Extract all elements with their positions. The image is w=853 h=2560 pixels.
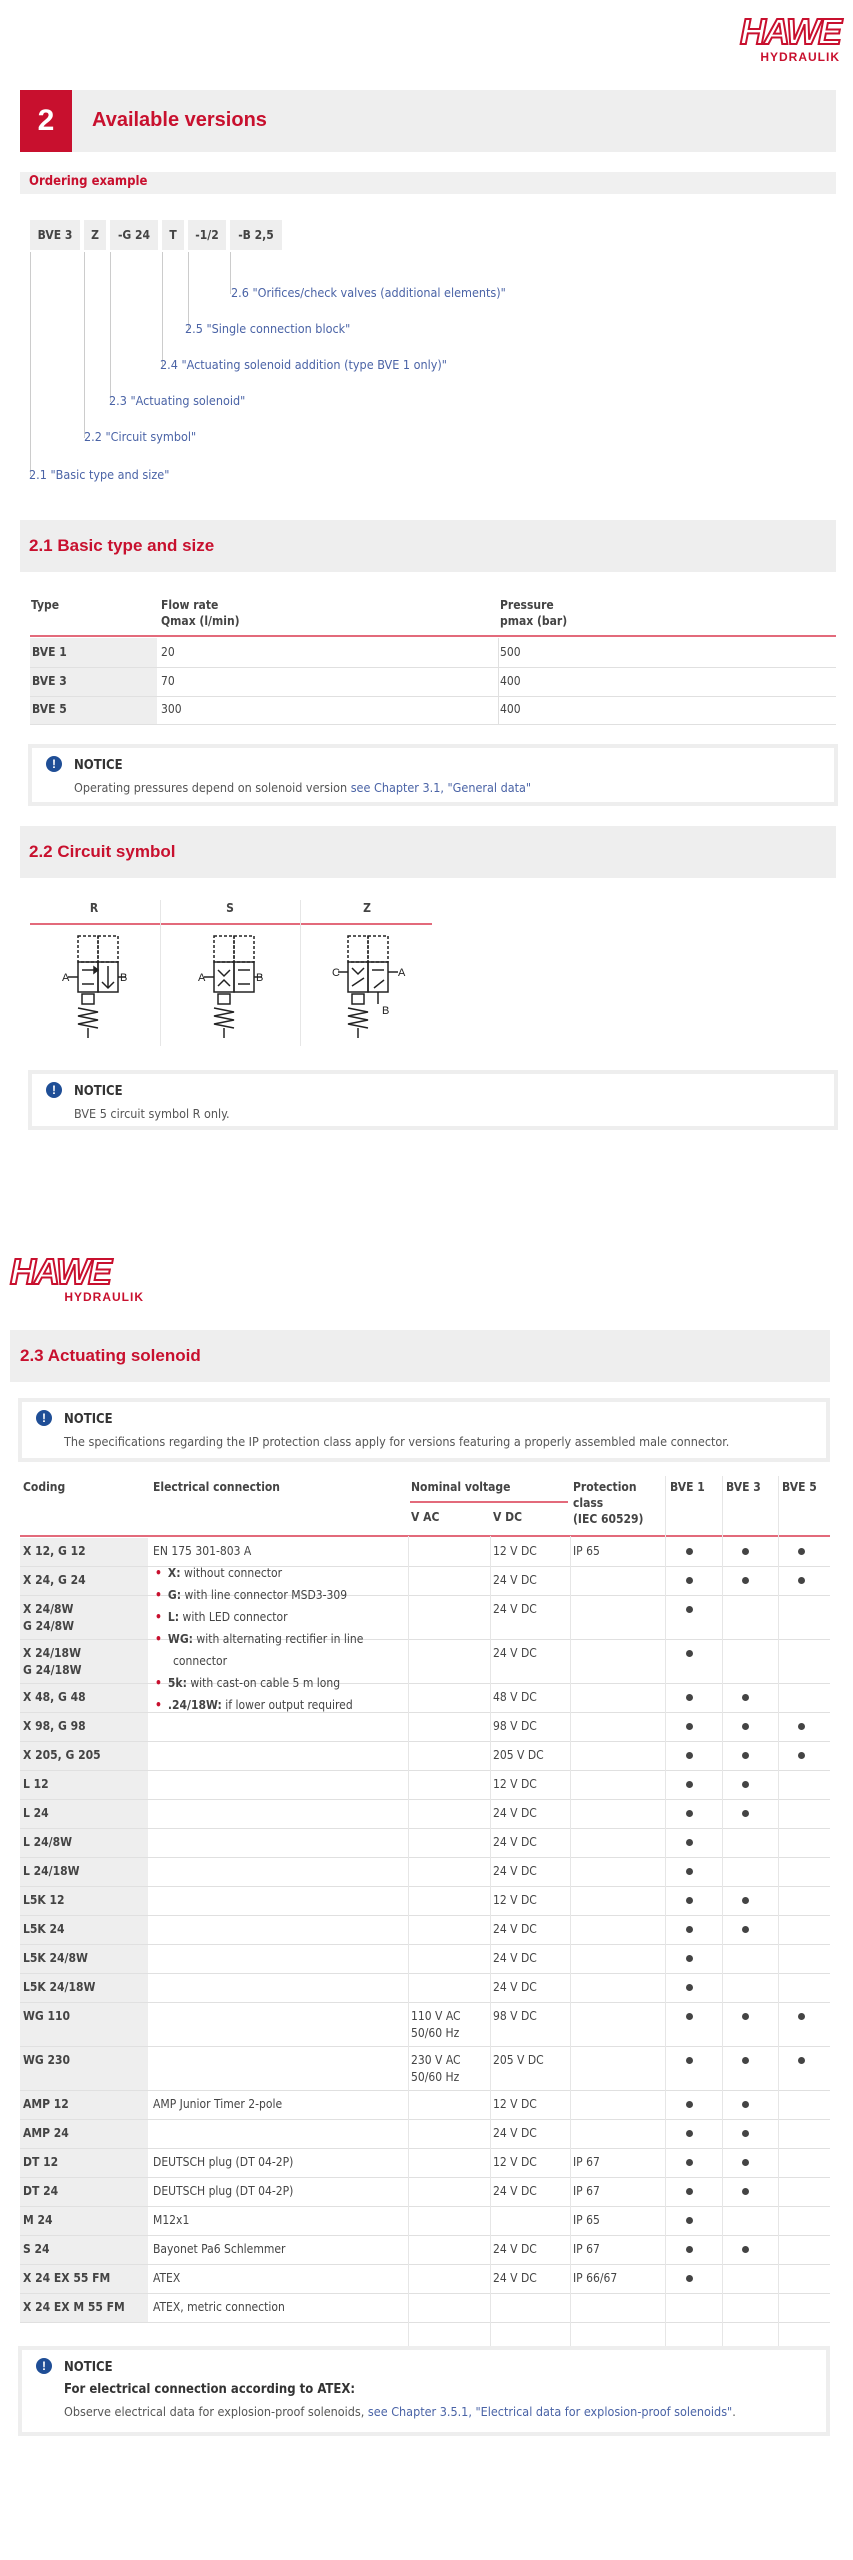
availability-dot-b1	[686, 2101, 693, 2108]
notice-box	[28, 744, 838, 806]
table-cell-coding: L 12	[23, 1777, 49, 1791]
symbol-header-rule	[30, 923, 432, 925]
table-cell-coding: L5K 24/18W	[23, 1980, 96, 1994]
availability-dot-b3	[742, 1810, 749, 1817]
table-cell-electrical: DEUTSCH plug (DT 04-2P)	[153, 2155, 294, 2169]
table-cell-coding: L5K 12	[23, 1893, 65, 1907]
table-cell-coding: L5K 24/8W	[23, 1951, 88, 1965]
ordering-heading: Ordering example	[29, 174, 148, 189]
col-header-pressure-unit: pmax (bar)	[500, 614, 568, 628]
table-cell-vdc: 24 V DC	[493, 1980, 537, 1994]
symbol-header-s: S	[226, 901, 234, 915]
order-item-2-6: 2.6 "Orifices/check valves (additional elements)"	[231, 285, 506, 300]
notice-title: NOTICE	[64, 1412, 113, 1427]
col-header-flow: Flow rate	[161, 598, 219, 612]
col-header-vdc: V DC	[493, 1510, 522, 1524]
circuit-symbol-z	[330, 932, 410, 1044]
availability-dot-b3	[742, 1752, 749, 1759]
table-cell-vdc: 24 V DC	[493, 1864, 537, 1878]
availability-dot-b1	[686, 1577, 693, 1584]
svg-text:A: A	[398, 967, 406, 979]
table-cell-pressure: 400	[500, 702, 521, 716]
table-cell-coding: AMP 24	[23, 2126, 69, 2140]
availability-dot-b1	[686, 1868, 693, 1875]
connector-line	[30, 252, 31, 476]
table-cell-vac: 50/60 Hz	[411, 2070, 460, 2084]
col-header-vac: V AC	[411, 1510, 440, 1524]
availability-dot-b1	[686, 1723, 693, 1730]
table-cell-coding: X 48, G 48	[23, 1690, 86, 1704]
availability-dot-b3	[742, 2130, 749, 2137]
circuit-symbol-s	[196, 932, 266, 1044]
notice-body: Observe electrical data for explosion-proof solenoids,	[64, 2404, 365, 2419]
table-cell-coding: S 24	[23, 2242, 50, 2256]
col-header-bve1: BVE 1	[670, 1480, 705, 1494]
availability-dot-b1	[686, 1839, 693, 1846]
table-cell-coding: L 24/18W	[23, 1864, 80, 1878]
table-cell-vdc: 12 V DC	[493, 2097, 537, 2111]
order-item-2-2: 2.2 "Circuit symbol"	[84, 429, 197, 444]
svg-text:B: B	[382, 1005, 390, 1017]
table-cell-type: BVE 3	[32, 674, 67, 688]
connection-option-text: without connector	[180, 1566, 283, 1580]
table-cell-vdc: 12 V DC	[493, 1544, 537, 1558]
table-cell-vac: 230 V AC	[411, 2053, 461, 2067]
circuit-symbol-r	[60, 932, 130, 1044]
availability-dot-b3	[742, 1723, 749, 1730]
order-item-2-3: 2.3 "Actuating solenoid"	[109, 393, 246, 408]
table-cell-coding: L 24	[23, 1806, 49, 1820]
svg-text:B: B	[256, 972, 264, 984]
table-cell-vdc: 12 V DC	[493, 2155, 537, 2169]
table-cell-protection: IP 65	[573, 2213, 600, 2227]
availability-dot-b5	[798, 1577, 805, 1584]
logo-subtitle: HYDRAULIK	[64, 1290, 144, 1304]
table-cell-vdc: 24 V DC	[493, 1573, 537, 1587]
connection-option-text: with alternating rectifier in line	[193, 1632, 364, 1646]
availability-dot-b1	[686, 1926, 693, 1933]
notice-icon: !	[46, 756, 62, 772]
table-cell-type: BVE 1	[32, 645, 67, 659]
column-divider	[408, 1536, 409, 2348]
availability-dot-b1	[686, 1781, 693, 1788]
notice-text	[74, 780, 531, 795]
availability-dot-b1	[686, 1955, 693, 1962]
availability-dot-b1	[686, 2130, 693, 2137]
notice-bold-text: For electrical connection according to ATEX:	[64, 2382, 356, 2397]
hawe-logo	[10, 1251, 144, 1304]
column-divider	[778, 1476, 779, 2348]
connection-option-key: WG:	[167, 1632, 193, 1646]
col-header-protection: Protection	[573, 1480, 637, 1494]
connection-option	[155, 1566, 282, 1580]
code-box: BVE 3	[30, 220, 80, 250]
chapter-number: 2	[20, 90, 72, 152]
availability-dot-b3	[742, 1548, 749, 1555]
table-cell-electrical: DEUTSCH plug (DT 04-2P)	[153, 2184, 294, 2198]
logo-wordmark: HAWE	[740, 11, 840, 52]
availability-dot-b3	[742, 1926, 749, 1933]
code-box: -B 2,5	[230, 220, 282, 250]
availability-dot-b3	[742, 2057, 749, 2064]
symbol-divider	[160, 900, 161, 1046]
table-cell-coding: G 24/8W	[23, 1619, 75, 1633]
table-cell-type: BVE 5	[32, 702, 67, 716]
availability-dot-b1	[686, 2057, 693, 2064]
availability-dot-b3	[742, 2246, 749, 2253]
table-cell-coding: X 24/8W	[23, 1602, 74, 1616]
table-cell-vdc: 12 V DC	[493, 1893, 537, 1907]
table-cell-electrical: ATEX, metric connection	[153, 2300, 285, 2314]
connection-option-text: connector	[173, 1654, 228, 1668]
notice-box	[18, 1398, 830, 1462]
table-header-rule	[30, 635, 836, 637]
availability-dot-b3	[742, 2159, 749, 2166]
availability-dot-b5	[798, 2013, 805, 2020]
col-header-bve5: BVE 5	[782, 1480, 817, 1494]
svg-text:A: A	[198, 972, 206, 984]
row-separator	[30, 667, 836, 668]
table-cell-coding: G 24/18W	[23, 1663, 82, 1677]
row-separator	[30, 696, 836, 697]
order-item-2-4: 2.4 "Actuating solenoid addition (type BVE 1 only)"	[160, 357, 447, 372]
symbol-header-z: Z	[363, 901, 371, 915]
connection-option	[155, 1610, 288, 1624]
connection-option	[155, 1698, 353, 1712]
notice-box	[18, 2346, 830, 2436]
notice-title: NOTICE	[64, 2360, 113, 2375]
row-separator	[20, 2322, 830, 2323]
availability-dot-b5	[798, 1752, 805, 1759]
notice-body: Operating pressures depend on solenoid version	[74, 780, 348, 795]
notice-text: BVE 5 circuit symbol R only.	[74, 1106, 230, 1121]
availability-dot-b1	[686, 2275, 693, 2282]
availability-dot-b3	[742, 2101, 749, 2108]
bullet-icon: •	[155, 1566, 162, 1580]
table-cell-coding: WG 110	[23, 2009, 71, 2023]
code-box: T	[162, 220, 184, 250]
table-cell-vdc: 24 V DC	[493, 1646, 537, 1660]
connection-option-key: G:	[167, 1588, 182, 1602]
notice-icon: !	[46, 1082, 62, 1098]
bullet-icon: •	[155, 1610, 162, 1624]
availability-dot-b1	[686, 2159, 693, 2166]
table-cell-coding: DT 24	[23, 2184, 59, 2198]
bullet-icon: •	[155, 1676, 162, 1690]
bullet-icon: •	[155, 1698, 162, 1712]
table-cell-vdc: 24 V DC	[493, 2184, 537, 2198]
col-header-nominal: Nominal voltage	[411, 1480, 511, 1494]
notice-box	[28, 1070, 838, 1130]
table-cell-vdc: 24 V DC	[493, 2126, 537, 2140]
availability-dot-b5	[798, 2057, 805, 2064]
availability-dot-b5	[798, 1723, 805, 1730]
section-title-solenoid: 2.3 Actuating solenoid	[20, 1346, 201, 1365]
table-cell-vdc: 24 V DC	[493, 2242, 537, 2256]
notice-text: The specifications regarding the IP protection class apply for versions featuring a properly assembled male connector.	[64, 1434, 730, 1449]
table-cell-protection: IP 65	[573, 1544, 600, 1558]
order-item-2-5: 2.5 "Single connection block"	[185, 321, 351, 336]
table-cell-flow: 20	[161, 645, 175, 659]
table-cell-vac: 50/60 Hz	[411, 2026, 460, 2040]
table-cell-protection: IP 67	[573, 2155, 600, 2169]
table-cell-vdc: 48 V DC	[493, 1690, 537, 1704]
order-item-2-1: 2.1 "Basic type and size"	[29, 467, 170, 482]
notice-end: .	[732, 2404, 736, 2419]
availability-dot-b1	[686, 1548, 693, 1555]
table-cell-coding: X 12, G 12	[23, 1544, 86, 1558]
availability-dot-b3	[742, 2013, 749, 2020]
table-cell-coding: L 24/8W	[23, 1835, 73, 1849]
availability-dot-b1	[686, 2188, 693, 2195]
connector-line	[110, 252, 111, 402]
availability-dot-b1	[686, 1810, 693, 1817]
connection-option-key: .24/18W:	[167, 1698, 222, 1712]
availability-dot-b1	[686, 1650, 693, 1657]
table-cell-vac: 110 V AC	[411, 2009, 461, 2023]
table-cell-flow: 300	[161, 702, 182, 716]
table-cell-protection: IP 67	[573, 2242, 600, 2256]
col-header-pressure: Pressure	[500, 598, 554, 612]
connection-standard: EN 175 301-803 A	[153, 1544, 252, 1558]
connector-line	[162, 252, 163, 366]
connector-line	[188, 252, 189, 330]
table-cell-coding: X 205, G 205	[23, 1748, 101, 1762]
availability-dot-b1	[686, 2013, 693, 2020]
symbol-header-r: R	[89, 901, 99, 915]
table-cell-protection: IP 67	[573, 2184, 600, 2198]
connection-option-text: with LED connector	[179, 1610, 288, 1624]
notice-title: NOTICE	[74, 758, 123, 773]
chapter-title: Available versions	[92, 109, 267, 131]
connection-option	[173, 1654, 227, 1668]
availability-dot-b3	[742, 1577, 749, 1584]
table-cell-vdc: 24 V DC	[493, 1602, 537, 1616]
connection-option-key: X:	[167, 1566, 181, 1580]
hawe-logo	[706, 11, 840, 64]
availability-dot-b1	[686, 1694, 693, 1701]
connection-option-key: L:	[167, 1610, 180, 1624]
table-cell-vdc: 12 V DC	[493, 1777, 537, 1791]
svg-text:C: C	[332, 967, 340, 979]
table-cell-vdc: 205 V DC	[493, 1748, 544, 1762]
nominal-underline	[410, 1501, 568, 1503]
table-cell-vdc: 24 V DC	[493, 2271, 537, 2285]
notice-link[interactable]: see Chapter 3.5.1, "Electrical data for explosion-proof solenoids"	[367, 2404, 733, 2419]
table-cell-coding: WG 230	[23, 2053, 71, 2067]
section-title-basic: 2.1 Basic type and size	[29, 536, 215, 555]
connection-option	[155, 1676, 340, 1690]
table-cell-vdc: 24 V DC	[493, 1806, 537, 1820]
notice-text	[64, 2404, 736, 2419]
col-header-protection-3: (IEC 60529)	[573, 1512, 644, 1526]
availability-dot-b1	[686, 1984, 693, 1991]
table-cell-vdc: 24 V DC	[493, 1922, 537, 1936]
column-divider	[498, 638, 499, 724]
table-cell-coding: X 24 EX 55 FM	[23, 2271, 111, 2285]
table-header-rule	[20, 1535, 830, 1537]
table-cell-pressure: 400	[500, 674, 521, 688]
table-cell-coding: X 98, G 98	[23, 1719, 86, 1733]
availability-dot-b5	[798, 1548, 805, 1555]
table-cell-electrical: Bayonet Pa6 Schlemmer	[153, 2242, 286, 2256]
col-header-bve3: BVE 3	[726, 1480, 761, 1494]
connection-option	[155, 1588, 347, 1602]
table-cell-vdc: 24 V DC	[493, 1835, 537, 1849]
col-header-flow-unit: Qmax (l/min)	[161, 614, 240, 628]
connection-option-key: 5k:	[167, 1676, 187, 1690]
table-cell-vdc: 98 V DC	[493, 1719, 537, 1733]
availability-dot-b1	[686, 1897, 693, 1904]
table-cell-coding: X 24/18W	[23, 1646, 81, 1660]
connection-option-text: with cast-on cable 5 m long	[186, 1676, 341, 1690]
col-header-coding: Coding	[23, 1480, 66, 1494]
code-box: -1/2	[188, 220, 226, 250]
notice-link[interactable]: see Chapter 3.1, "General data"	[350, 780, 532, 795]
table-cell-electrical: M12x1	[153, 2213, 190, 2227]
col-header-electrical: Electrical connection	[153, 1480, 280, 1494]
availability-dot-b3	[742, 1897, 749, 1904]
table-cell-protection: IP 66/67	[573, 2271, 618, 2285]
availability-dot-b3	[742, 2188, 749, 2195]
availability-dot-b1	[686, 2246, 693, 2253]
connection-option-text: with line connector MSD3-309	[181, 1588, 348, 1602]
table-cell-coding: X 24 EX M 55 FM	[23, 2300, 125, 2314]
table-cell-coding: AMP 12	[23, 2097, 69, 2111]
connection-option	[155, 1632, 363, 1646]
section-title-circuit: 2.2 Circuit symbol	[29, 842, 176, 861]
column-divider	[570, 1536, 571, 2348]
col-header-type: Type	[31, 598, 60, 612]
notice-title: NOTICE	[74, 1084, 123, 1099]
availability-dot-b3	[742, 1781, 749, 1788]
connection-option-text: if lower output required	[221, 1698, 353, 1712]
table-cell-electrical: ATEX	[153, 2271, 181, 2285]
code-box: Z	[84, 220, 106, 250]
table-cell-coding: DT 12	[23, 2155, 59, 2169]
row-separator	[30, 724, 836, 725]
col-header-protection-2: class	[573, 1496, 604, 1510]
bullet-icon: •	[155, 1588, 162, 1602]
svg-text:A: A	[62, 972, 70, 984]
availability-dot-b1	[686, 2217, 693, 2224]
logo-subtitle: HYDRAULIK	[760, 50, 840, 64]
connector-line	[84, 252, 85, 438]
table-cell-flow: 70	[161, 674, 175, 688]
availability-dot-b1	[686, 1752, 693, 1759]
logo-wordmark: HAWE	[10, 1251, 110, 1292]
table-cell-vdc: 205 V DC	[493, 2053, 544, 2067]
column-divider	[490, 1536, 491, 2348]
availability-dot-b3	[742, 1694, 749, 1701]
svg-text:B: B	[120, 972, 128, 984]
notice-icon: !	[36, 2358, 52, 2374]
notice-icon: !	[36, 1410, 52, 1426]
bullet-icon: •	[155, 1632, 162, 1646]
table-cell-coding: X 24, G 24	[23, 1573, 86, 1587]
availability-dot-b1	[686, 1606, 693, 1613]
table-cell-electrical: AMP Junior Timer 2-pole	[153, 2097, 283, 2111]
code-box: -G 24	[110, 220, 158, 250]
table-cell-vdc: 24 V DC	[493, 1951, 537, 1965]
table-cell-coding: M 24	[23, 2213, 53, 2227]
column-divider	[665, 1476, 666, 2348]
symbol-divider	[300, 900, 301, 1046]
table-cell-vdc: 98 V DC	[493, 2009, 537, 2023]
table-cell-pressure: 500	[500, 645, 521, 659]
table-cell-coding: L5K 24	[23, 1922, 65, 1936]
column-divider	[722, 1476, 723, 2348]
